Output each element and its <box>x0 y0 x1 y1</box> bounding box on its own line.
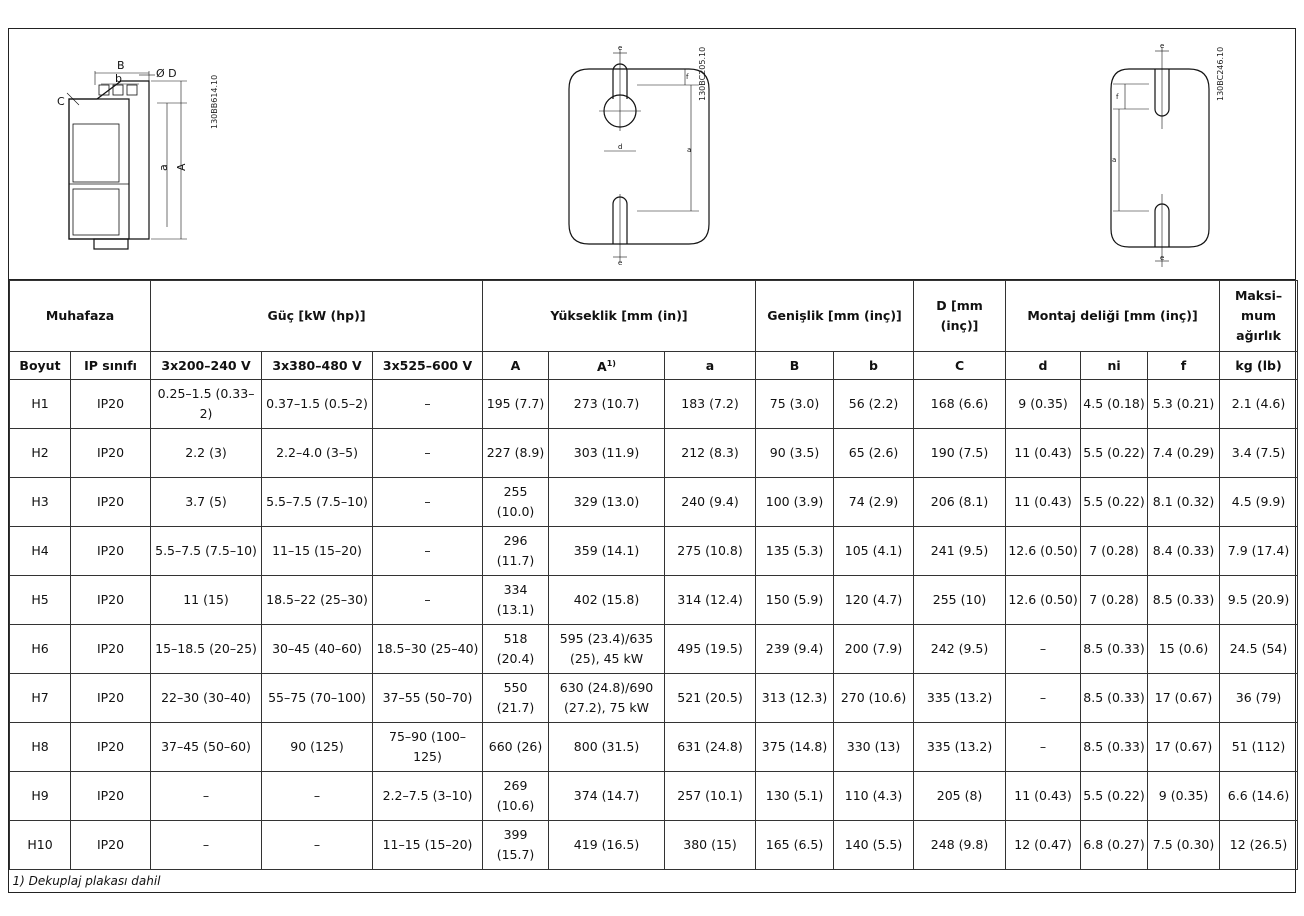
cell-v1: 5.5–7.5 (7.5–10) <box>151 527 262 576</box>
cell-B: 375 (14.8) <box>756 723 834 772</box>
cell-d: 12.6 (0.50) <box>1006 527 1081 576</box>
cell-A: 550 (21.7) <box>483 674 549 723</box>
cell-A: 269 (10.6) <box>483 772 549 821</box>
table-row <box>10 478 1298 527</box>
drawing-code-2: 130BC205.10 <box>698 46 707 101</box>
header-v3: 3x525–600 V <box>373 352 483 380</box>
cell-d: – <box>1006 625 1081 674</box>
header-B: B <box>756 352 834 380</box>
table-row <box>10 723 1298 772</box>
header-b: b <box>834 352 914 380</box>
cell-size: H8 <box>10 723 71 772</box>
cell-v3: 11–15 (15–20) <box>373 821 483 870</box>
cell-b: 330 (13) <box>834 723 914 772</box>
cell-v1: 15–18.5 (20–25) <box>151 625 262 674</box>
cell-a: 495 (19.5) <box>665 625 756 674</box>
cell-B: 165 (6.5) <box>756 821 834 870</box>
label-e-bottom: e <box>618 259 623 267</box>
cell-d: 11 (0.43) <box>1006 772 1081 821</box>
cell-ni: 5.5 (0.22) <box>1081 429 1148 478</box>
cell-ni: 5.5 (0.22) <box>1081 478 1148 527</box>
cell-b: 65 (2.6) <box>834 429 914 478</box>
cell-size: H3 <box>10 478 71 527</box>
cell-kg: 51 (112) <box>1220 723 1298 772</box>
cell-size: H10 <box>10 821 71 870</box>
cell-ni: 4.5 (0.18) <box>1081 380 1148 429</box>
cell-b: 200 (7.9) <box>834 625 914 674</box>
cell-v2: 5.5–7.5 (7.5–10) <box>262 478 373 527</box>
cell-C: 248 (9.8) <box>914 821 1006 870</box>
cell-f: 8.4 (0.33) <box>1148 527 1220 576</box>
cell-f: 17 (0.67) <box>1148 723 1220 772</box>
cell-C: 205 (8) <box>914 772 1006 821</box>
cell-b: 110 (4.3) <box>834 772 914 821</box>
header-kg: kg (lb) <box>1220 352 1298 380</box>
cell-v3: 18.5–30 (25–40) <box>373 625 483 674</box>
table-row <box>10 576 1298 625</box>
cell-ip: IP20 <box>71 821 151 870</box>
cell-b: 270 (10.6) <box>834 674 914 723</box>
cell-v1: 11 (15) <box>151 576 262 625</box>
cell-v2: – <box>262 772 373 821</box>
table-row <box>10 674 1298 723</box>
drawing-code-1: 130BB614.10 <box>210 74 219 129</box>
header-row-groups <box>10 281 1298 352</box>
label-C: C <box>57 95 65 108</box>
footnote: 1) Dekuplaj plakası dahil <box>10 870 1298 893</box>
cell-f: 17 (0.67) <box>1148 674 1220 723</box>
label-f: f <box>686 73 689 81</box>
cell-A: 399 (15.7) <box>483 821 549 870</box>
cell-size: H5 <box>10 576 71 625</box>
cell-ip: IP20 <box>71 429 151 478</box>
cell-kg: 24.5 (54) <box>1220 625 1298 674</box>
cell-v1: 0.25–1.5 (0.33–2) <box>151 380 262 429</box>
cell-a: 631 (24.8) <box>665 723 756 772</box>
table-row <box>10 772 1298 821</box>
label-e-top: e <box>618 44 623 52</box>
cell-v3: – <box>373 576 483 625</box>
cell-f: 9 (0.35) <box>1148 772 1220 821</box>
cell-v3: – <box>373 527 483 576</box>
cell-d: 11 (0.43) <box>1006 478 1081 527</box>
cell-kg: 6.6 (14.6) <box>1220 772 1298 821</box>
label-a-center: a <box>687 146 692 154</box>
label-b: b <box>115 72 122 85</box>
cell-v3: 75–90 (100–125) <box>373 723 483 772</box>
cell-a: 275 (10.8) <box>665 527 756 576</box>
cell-B: 150 (5.9) <box>756 576 834 625</box>
header-enclosure: Muhafaza <box>10 281 151 352</box>
cell-v2: 55–75 (70–100) <box>262 674 373 723</box>
table-row <box>10 821 1298 870</box>
table-row <box>10 527 1298 576</box>
cell-B: 135 (5.3) <box>756 527 834 576</box>
cell-B: 100 (3.9) <box>756 478 834 527</box>
cell-ni: 8.5 (0.33) <box>1081 674 1148 723</box>
cell-C: 255 (10) <box>914 576 1006 625</box>
cell-v3: – <box>373 380 483 429</box>
cell-A1: 419 (16.5) <box>549 821 665 870</box>
cell-b: 120 (4.7) <box>834 576 914 625</box>
header-f: f <box>1148 352 1220 380</box>
header-width: Genişlik [mm (inç)] <box>756 281 914 352</box>
header-a: a <box>665 352 756 380</box>
mounting-hole-drawing-1 <box>549 29 729 279</box>
cell-v3: 2.2–7.5 (3–10) <box>373 772 483 821</box>
cell-v3: 37–55 (50–70) <box>373 674 483 723</box>
cell-v1: 3.7 (5) <box>151 478 262 527</box>
footnote-row <box>10 870 1298 893</box>
label-f-r: f <box>1116 93 1119 101</box>
cell-C: 335 (13.2) <box>914 723 1006 772</box>
cell-kg: 36 (79) <box>1220 674 1298 723</box>
cell-ip: IP20 <box>71 380 151 429</box>
cell-f: 15 (0.6) <box>1148 625 1220 674</box>
cell-v2: 0.37–1.5 (0.5–2) <box>262 380 373 429</box>
cell-v3: – <box>373 478 483 527</box>
cell-v2: 30–45 (40–60) <box>262 625 373 674</box>
cell-b: 56 (2.2) <box>834 380 914 429</box>
cell-size: H2 <box>10 429 71 478</box>
header-A1 <box>549 352 665 380</box>
cell-kg: 7.9 (17.4) <box>1220 527 1298 576</box>
cell-b: 74 (2.9) <box>834 478 914 527</box>
cell-C: 206 (8.1) <box>914 478 1006 527</box>
cell-d: 12 (0.47) <box>1006 821 1081 870</box>
cell-ip: IP20 <box>71 625 151 674</box>
cell-v2: 11–15 (15–20) <box>262 527 373 576</box>
header-size: Boyut <box>10 352 71 380</box>
label-a-r: a <box>1112 156 1117 164</box>
cell-b: 140 (5.5) <box>834 821 914 870</box>
header-mounting: Montaj deliği [mm (inç)] <box>1006 281 1220 352</box>
cell-A: 255 (10.0) <box>483 478 549 527</box>
cell-A: 334 (13.1) <box>483 576 549 625</box>
cell-kg: 9.5 (20.9) <box>1220 576 1298 625</box>
cell-a: 257 (10.1) <box>665 772 756 821</box>
header-row-columns <box>10 352 1298 380</box>
header-power: Güç [kW (hp)] <box>151 281 483 352</box>
label-A: A <box>175 163 188 171</box>
cell-ni: 6.8 (0.27) <box>1081 821 1148 870</box>
header-v1: 3x200–240 V <box>151 352 262 380</box>
cell-ip: IP20 <box>71 478 151 527</box>
cell-A1: 329 (13.0) <box>549 478 665 527</box>
cell-a: 212 (8.3) <box>665 429 756 478</box>
cell-v1: 22–30 (30–40) <box>151 674 262 723</box>
cell-v2: – <box>262 821 373 870</box>
header-weight: Maksi–mum ağırlık <box>1220 281 1298 352</box>
header-d: d <box>1006 352 1081 380</box>
cell-f: 5.3 (0.21) <box>1148 380 1220 429</box>
cell-f: 7.5 (0.30) <box>1148 821 1220 870</box>
cell-ip: IP20 <box>71 723 151 772</box>
header-v2: 3x380–480 V <box>262 352 373 380</box>
cell-ip: IP20 <box>71 576 151 625</box>
table-row <box>10 380 1298 429</box>
cell-f: 8.5 (0.33) <box>1148 576 1220 625</box>
cell-ip: IP20 <box>71 674 151 723</box>
cell-ni: 8.5 (0.33) <box>1081 625 1148 674</box>
cell-kg: 12 (26.5) <box>1220 821 1298 870</box>
cell-v2: 2.2–4.0 (3–5) <box>262 429 373 478</box>
cell-B: 239 (9.4) <box>756 625 834 674</box>
cell-d: 9 (0.35) <box>1006 380 1081 429</box>
header-depth: D [mm (inç)] <box>914 281 1006 352</box>
dimensions-table <box>9 280 1298 892</box>
cell-size: H6 <box>10 625 71 674</box>
header-ip: IP sınıfı <box>71 352 151 380</box>
header-A: A <box>483 352 549 380</box>
cell-size: H4 <box>10 527 71 576</box>
header-A1-sup: 1) <box>606 358 616 368</box>
cell-C: 168 (6.6) <box>914 380 1006 429</box>
cell-v1: – <box>151 772 262 821</box>
table-row <box>10 625 1298 674</box>
cell-A1: 402 (15.8) <box>549 576 665 625</box>
cell-ni: 7 (0.28) <box>1081 576 1148 625</box>
cell-a: 314 (12.4) <box>665 576 756 625</box>
cell-size: H9 <box>10 772 71 821</box>
cell-a: 183 (7.2) <box>665 380 756 429</box>
cell-v3: – <box>373 429 483 478</box>
cell-A1: 800 (31.5) <box>549 723 665 772</box>
cell-a: 380 (15) <box>665 821 756 870</box>
cell-A1: 374 (14.7) <box>549 772 665 821</box>
cell-A1: 595 (23.4)/635 (25), 45 kW <box>549 625 665 674</box>
cell-B: 90 (3.5) <box>756 429 834 478</box>
mounting-hole-drawing-2 <box>1089 29 1239 279</box>
dimensions-sheet <box>8 28 1296 893</box>
cell-ip: IP20 <box>71 527 151 576</box>
cell-kg: 3.4 (7.5) <box>1220 429 1298 478</box>
drawing-code-3: 130BC246.10 <box>1216 46 1225 101</box>
cell-a: 240 (9.4) <box>665 478 756 527</box>
cell-size: H1 <box>10 380 71 429</box>
header-height: Yükseklik [mm (in)] <box>483 281 756 352</box>
cell-A1: 273 (10.7) <box>549 380 665 429</box>
cell-A1: 359 (14.1) <box>549 527 665 576</box>
cell-kg: 2.1 (4.6) <box>1220 380 1298 429</box>
cell-A: 518 (20.4) <box>483 625 549 674</box>
drive-enclosure-drawing <box>39 29 239 279</box>
cell-kg: 4.5 (9.9) <box>1220 478 1298 527</box>
cell-ni: 8.5 (0.33) <box>1081 723 1148 772</box>
cell-C: 242 (9.5) <box>914 625 1006 674</box>
cell-C: 190 (7.5) <box>914 429 1006 478</box>
header-A1-text: A <box>597 359 607 375</box>
cell-size: H7 <box>10 674 71 723</box>
cell-ip: IP20 <box>71 772 151 821</box>
cell-B: 75 (3.0) <box>756 380 834 429</box>
cell-A1: 303 (11.9) <box>549 429 665 478</box>
cell-A: 195 (7.7) <box>483 380 549 429</box>
label-d: d <box>618 143 623 151</box>
cell-f: 7.4 (0.29) <box>1148 429 1220 478</box>
cell-d: 11 (0.43) <box>1006 429 1081 478</box>
cell-b: 105 (4.1) <box>834 527 914 576</box>
label-e-bottom-r: e <box>1160 254 1165 262</box>
header-C: C <box>914 352 1006 380</box>
label-a: a <box>157 164 170 171</box>
cell-ni: 7 (0.28) <box>1081 527 1148 576</box>
cell-f: 8.1 (0.32) <box>1148 478 1220 527</box>
cell-d: – <box>1006 674 1081 723</box>
cell-B: 130 (5.1) <box>756 772 834 821</box>
cell-C: 241 (9.5) <box>914 527 1006 576</box>
label-e-top-r: e <box>1160 42 1165 50</box>
label-D: Ø D <box>156 67 177 80</box>
drawings-panel <box>9 29 1295 280</box>
table-row <box>10 429 1298 478</box>
cell-A: 296 (11.7) <box>483 527 549 576</box>
cell-v1: 2.2 (3) <box>151 429 262 478</box>
cell-B: 313 (12.3) <box>756 674 834 723</box>
cell-v2: 90 (125) <box>262 723 373 772</box>
cell-v1: – <box>151 821 262 870</box>
cell-d: 12.6 (0.50) <box>1006 576 1081 625</box>
cell-d: – <box>1006 723 1081 772</box>
cell-A: 660 (26) <box>483 723 549 772</box>
cell-ni: 5.5 (0.22) <box>1081 772 1148 821</box>
cell-A1: 630 (24.8)/690 (27.2), 75 kW <box>549 674 665 723</box>
label-B: B <box>117 59 125 72</box>
cell-C: 335 (13.2) <box>914 674 1006 723</box>
cell-a: 521 (20.5) <box>665 674 756 723</box>
table-body <box>10 380 1298 870</box>
cell-A: 227 (8.9) <box>483 429 549 478</box>
header-ni: ni <box>1081 352 1148 380</box>
cell-v1: 37–45 (50–60) <box>151 723 262 772</box>
cell-v2: 18.5–22 (25–30) <box>262 576 373 625</box>
